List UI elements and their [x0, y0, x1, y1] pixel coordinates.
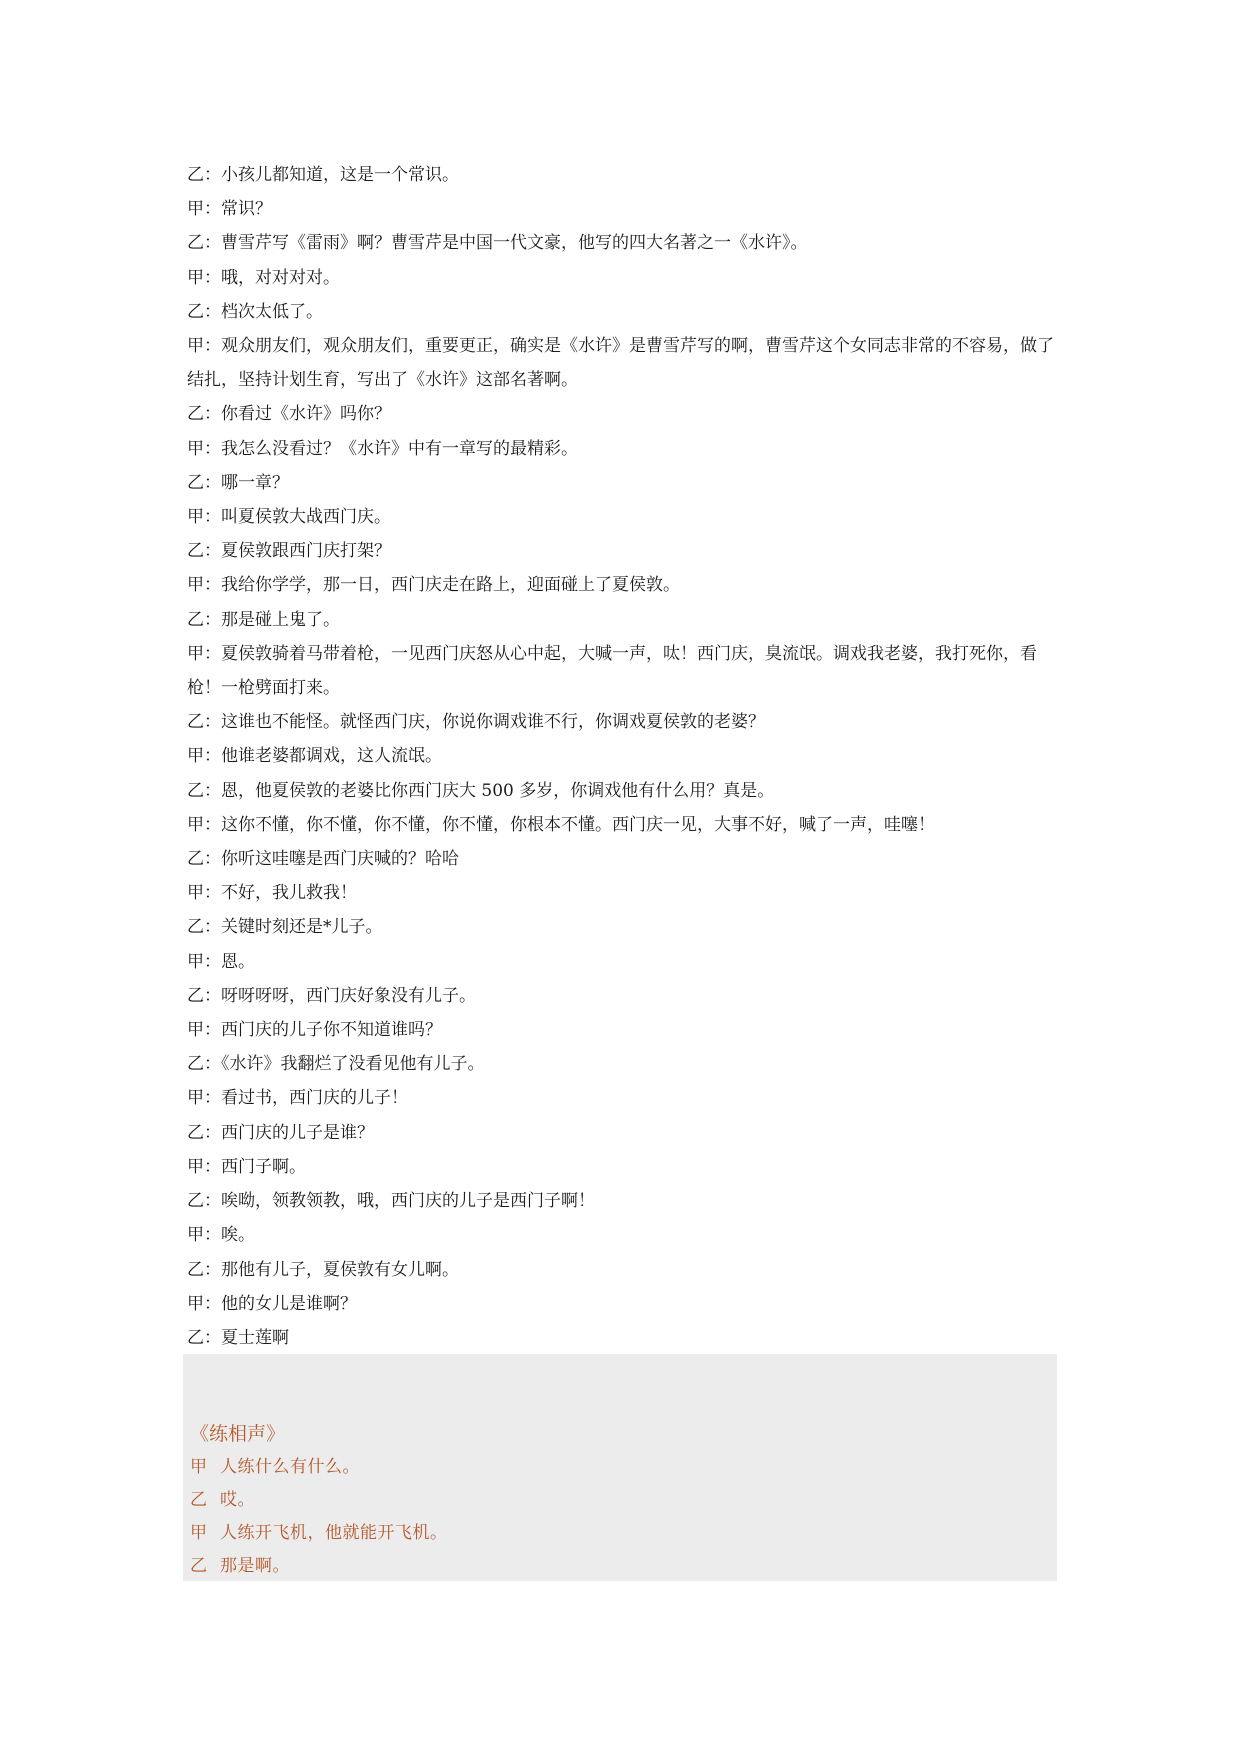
quote-text: 哎。 — [220, 1490, 255, 1510]
quote-text: 人练什么有什么。 — [220, 1457, 360, 1477]
dialogue-line: 乙：哪一章？ — [187, 472, 289, 493]
quote-line — [190, 1517, 1049, 1550]
dialogue-line: 乙：曹雪芹写《雷雨》啊？曹雪芹是中国一代文豪，他写的四大名著之一《水许》。 — [187, 233, 808, 254]
dialogue-line: 乙：唉呦，领教领教，哦，西门庆的儿子是西门子啊！ — [187, 1191, 595, 1212]
dialogue-line: 甲：常识？ — [187, 199, 272, 220]
dialogue-line: 甲：不好，我儿救我！ — [187, 883, 357, 904]
dialogue-line: 乙：西门庆的儿子是谁？ — [187, 1122, 374, 1143]
quote-panel — [183, 1354, 1057, 1581]
dialogue-line: 乙：恩，他夏侯敦的老婆比你西门庆大 500 多岁，你调戏他有什么用？真是。 — [187, 780, 775, 801]
dialogue-line: 乙：夏士莲啊 — [187, 1327, 289, 1348]
quote-speaker: 甲 — [190, 1523, 208, 1543]
dialogue-line: 乙：《水许》我翻烂了没看见他有儿子。 — [187, 1054, 485, 1075]
dialogue-line: 甲：他谁老婆都调戏，这人流氓。 — [187, 746, 442, 767]
dialogue-line: 甲：他的女儿是谁啊？ — [187, 1293, 357, 1314]
quote-title: 《练相声》 — [190, 1423, 286, 1445]
dialogue-line: 乙：你听这哇噻是西门庆喊的？哈哈 — [187, 849, 459, 870]
dialogue-line: 甲：西门子啊。 — [187, 1156, 306, 1177]
quote-panel-content — [190, 1418, 1049, 1583]
dialogue-line: 乙：那他有儿子，夏侯敦有女儿啊。 — [187, 1259, 459, 1280]
dialogue-line: 甲：观众朋友们，观众朋友们，重要更正，确实是《水许》是曹雪芹写的啊，曹雪芹这个女同志非常的不容易，做了结扎，坚持计划生育，写出了《水许》这部名著啊。 — [187, 336, 1054, 391]
quote-speaker: 甲 — [190, 1457, 208, 1477]
dialogue-line: 乙：小孩儿都知道，这是一个常识。 — [187, 165, 459, 185]
dialogue-line: 甲：唉。 — [187, 1225, 255, 1246]
dialogue-line: 甲：哦，对对对对。 — [187, 267, 340, 288]
dialogue-line: 乙：这谁也不能怪。就怪西门庆，你说你调戏谁不行，你调戏夏侯敦的老婆？ — [187, 712, 765, 733]
dialogue-line: 甲：看过书，西门庆的儿子！ — [187, 1088, 408, 1109]
quote-speaker: 乙 — [190, 1556, 208, 1576]
dialogue-line: 乙：档次太低了。 — [187, 301, 323, 322]
dialogue-line: 乙：夏侯敦跟西门庆打架？ — [187, 541, 391, 562]
dialogue-line: 乙：关键时刻还是*儿子。 — [187, 917, 383, 938]
quote-speaker: 乙 — [190, 1490, 208, 1510]
quote-line — [190, 1451, 1049, 1484]
dialogue-text — [187, 158, 1067, 1355]
dialogue-line: 乙：呀呀呀呀，西门庆好象没有儿子。 — [187, 985, 476, 1006]
quote-line — [190, 1484, 1049, 1517]
dialogue-line: 甲：这你不懂，你不懂，你不懂，你不懂，你根本不懂。西门庆一见，大事不好，喊了一声，哇噻！ — [187, 814, 935, 835]
dialogue-line: 甲：夏侯敦骑着马带着枪，一见西门庆怒从心中起，大喊一声，呔！西门庆，臭流氓。调戏我老婆，我打死你，看枪！一枪劈面打来。 — [187, 643, 1037, 699]
dialogue-line: 甲：我怎么没看过？《水许》中有一章写的最精彩。 — [187, 438, 578, 459]
quote-line — [190, 1550, 1049, 1583]
dialogue-line: 甲：叫夏侯敦大战西门庆。 — [187, 507, 391, 528]
quote-text: 人练开飞机，他就能开飞机。 — [220, 1523, 448, 1543]
dialogue-line: 甲：我给你学学，那一日，西门庆走在路上，迎面碰上了夏侯敦。 — [187, 575, 680, 596]
dialogue-line: 甲：西门庆的儿子你不知道谁吗？ — [187, 1020, 442, 1041]
quote-text: 那是啊。 — [220, 1556, 290, 1576]
dialogue-line: 乙：你看过《水许》吗你？ — [187, 404, 391, 425]
dialogue-line: 乙：那是碰上鬼了。 — [187, 609, 340, 630]
dialogue-line: 甲：恩。 — [187, 951, 255, 972]
